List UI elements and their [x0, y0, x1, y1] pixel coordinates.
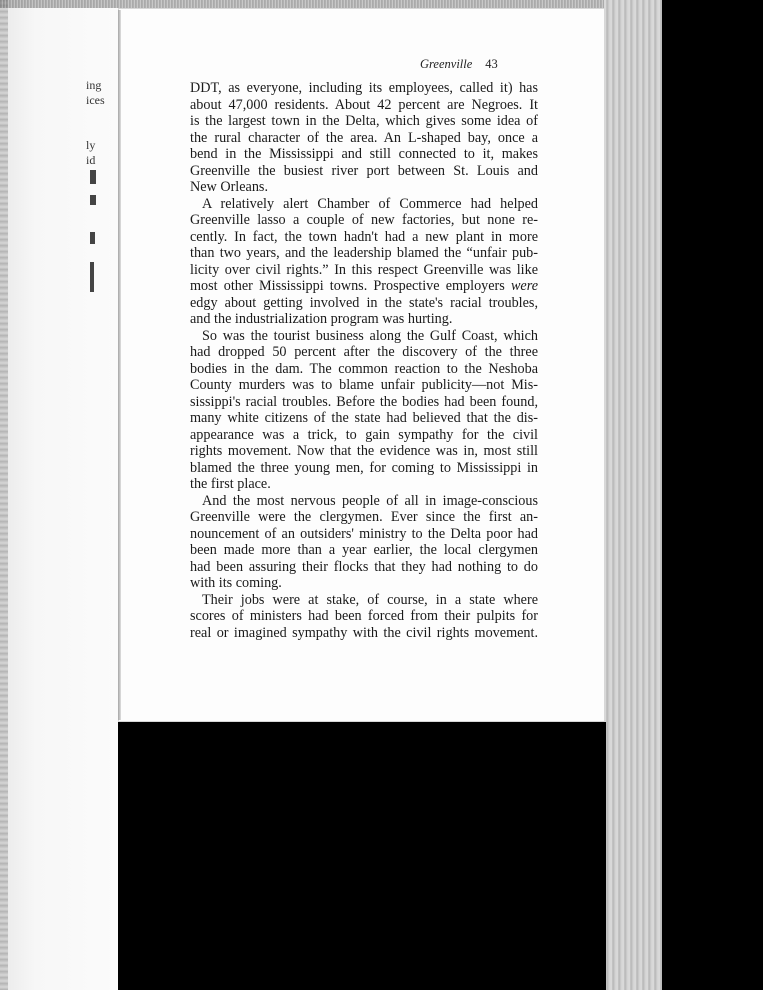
body-text [190, 80, 538, 641]
margin-mark [90, 195, 96, 205]
running-head-title: Greenville [420, 57, 473, 71]
text-line: bend in the Mississippi and still connected to it, makes [190, 146, 538, 162]
margin-mark [90, 232, 95, 244]
margin-mark [90, 170, 96, 184]
text-line: appearance was a trick, to gain sympathy for the civil [190, 426, 538, 443]
text-line: bodies in the dam. The common reaction to the Neshoba [190, 360, 538, 377]
text-line: cently. In fact, the town hadn't had a new plant in more [190, 228, 538, 245]
text-line: than two years, and the leadership blamed the “unfair pub- [190, 245, 538, 261]
margin-fragment: ly [86, 138, 96, 152]
text-line: edgy about getting involved in the state's racial troubles, [190, 294, 538, 311]
emphasis: were [510, 278, 538, 294]
paragraph [190, 196, 538, 328]
scan-background-bottom [118, 722, 606, 990]
previous-page-text-fragments [86, 78, 110, 168]
text-line: DDT, as everyone, including its employees, called it) has [190, 80, 538, 96]
paragraph [190, 592, 538, 642]
text-line: many white citizens of the state had believed that the dis- [190, 410, 538, 426]
text-line: the rural character of the area. An L-shaped bay, once a [190, 129, 538, 146]
text-line: nouncement of an outsiders' ministry to the Delta poor had [190, 525, 538, 542]
margin-fragment [86, 123, 110, 138]
text-line: had been assuring their flocks that they had nothing to do [190, 558, 538, 575]
text-line: the first place. [190, 476, 271, 492]
text-line: A relatively alert Chamber of Commerce had helped [202, 195, 538, 212]
paragraph [190, 493, 538, 592]
margin-fragment: ices [86, 93, 105, 107]
text-line: been made more than a year earlier, the local clergymen [190, 542, 538, 558]
text-line: is the largest town in the Delta, which gives some idea of [190, 113, 538, 129]
margin-fragment: ing [86, 78, 102, 92]
text-line: with its coming. [190, 575, 282, 591]
text-line: sissippi's racial troubles. Before the bodies had been found, [190, 393, 538, 410]
text-line: scores of ministers had been forced from their pulpits for [190, 608, 538, 624]
text-line: most other Mississippi towns. Prospective employers were [190, 278, 538, 294]
text-line: Their jobs were at stake, of course, in a state where [202, 591, 538, 608]
text-line: Greenville were the clergymen. Ever since the first an- [190, 509, 538, 525]
scan-background-right [662, 0, 763, 990]
text-line: real or imagined sympathy with the civil rights movement. [190, 624, 538, 641]
text-line: County murders was to blame unfair publicity—not Mis- [190, 377, 538, 393]
text-line: rights movement. Now that the evidence was in, most still [190, 443, 538, 459]
paragraph [190, 80, 538, 196]
text-line: So was the tourist business along the Gulf Coast, which [202, 327, 538, 344]
margin-mark [90, 262, 94, 292]
page-gutter [118, 10, 121, 720]
text-line: And the most nervous people of all in image-conscious [202, 492, 538, 509]
paragraph [190, 328, 538, 493]
text-line: Greenville the busiest river port between St. Louis and [190, 162, 538, 179]
running-head [420, 57, 498, 72]
text-line: and the industrialization program was hurting. [190, 311, 453, 327]
page-number: 43 [485, 57, 498, 71]
margin-fragment [86, 108, 110, 123]
page-stack-edge [604, 0, 662, 990]
text-line: blamed the three young men, for coming to Mississippi in [190, 459, 538, 476]
text-line: New Orleans. [190, 179, 269, 195]
text-line: Greenville lasso a couple of new factories, but none re- [190, 212, 538, 228]
scan-left-edge [0, 0, 8, 990]
text-line: about 47,000 residents. About 42 percent are Negroes. It [190, 96, 538, 113]
text-line: had dropped 50 percent after the discovery of the three [190, 344, 538, 360]
text-line: licity over civil rights.” In this respect Greenville was like [190, 261, 538, 278]
margin-fragment: id [86, 153, 96, 167]
